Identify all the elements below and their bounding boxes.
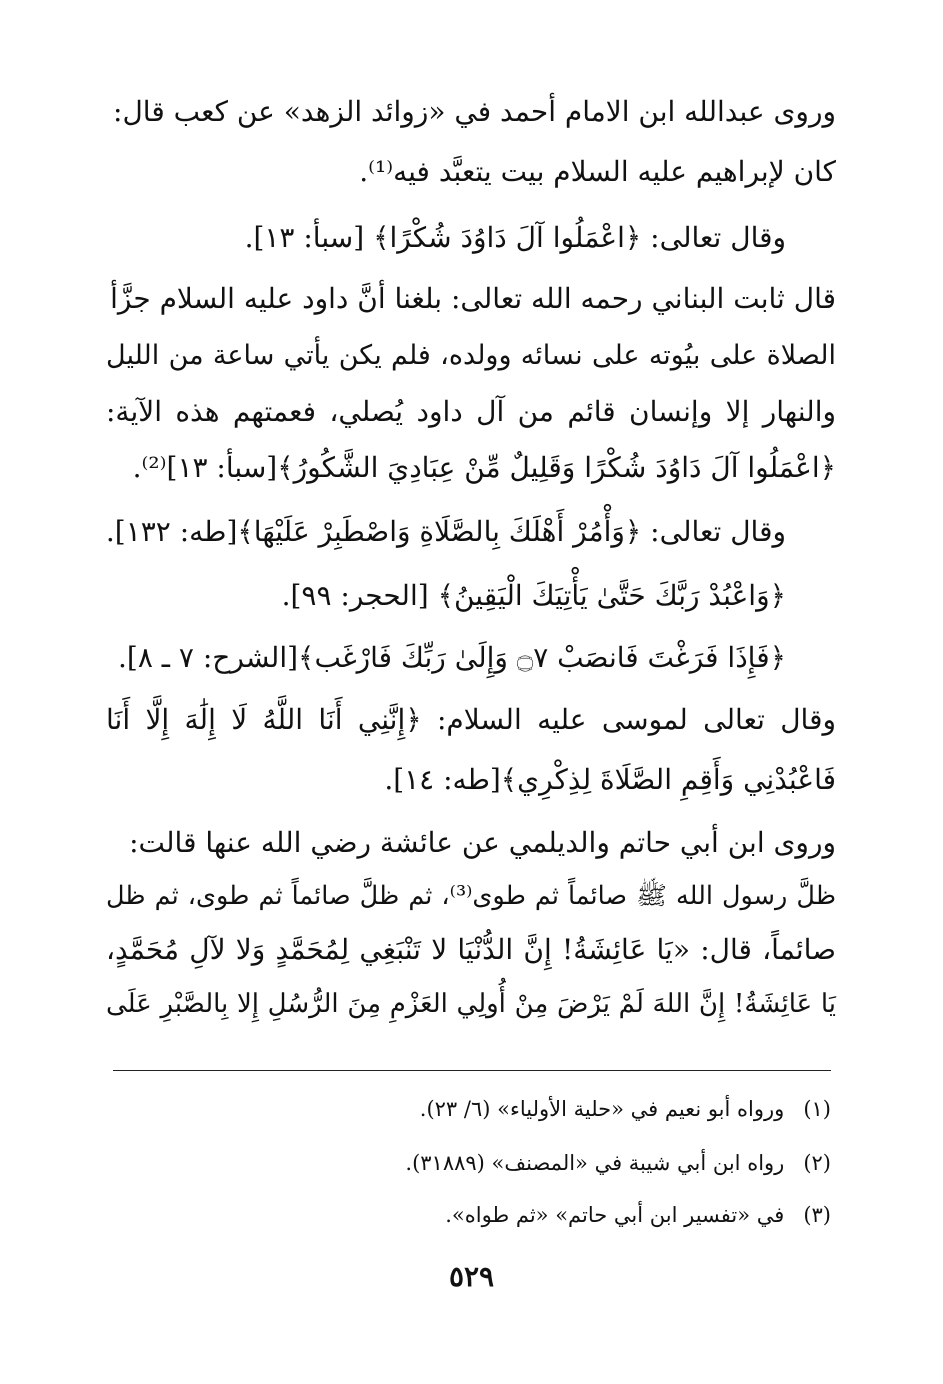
body-line-2: كان لإبراهيم عليه السلام بيت يتعبَّد فيه⁽¹⁾. bbox=[359, 155, 836, 188]
footnote-3 bbox=[113, 1200, 831, 1230]
page-number: ٥٢٩ bbox=[448, 1260, 495, 1293]
body-line-16: يَا عَائِشَةُ! إِنَّ اللهَ لَمْ يَرْضَ مِنْ أُولِي العَزْمِ مِنَ الرُّسُلِ إِلا بِالصَّبْرِ عَلَى bbox=[106, 989, 836, 1019]
footnote-2 bbox=[113, 1148, 831, 1178]
footnote-number: (٢) bbox=[803, 1151, 831, 1175]
footnote-1 bbox=[113, 1094, 831, 1124]
body-line-9: ﴿وَاعْبُدْ رَبَّكَ حَتَّىٰ يَأْتِيَكَ الْيَقِينُ﴾ [الحجر: ٩٩]. bbox=[281, 579, 786, 612]
body-line-4: قال ثابت البناني رحمه الله تعالى: بلغنا أنَّ داود عليه السلام جزَّأ bbox=[110, 282, 836, 315]
footnote-number: (٣) bbox=[803, 1203, 831, 1227]
body-line-11: وقال تعالى لموسى عليه السلام: ﴿إِنَّنِي أَنَا اللَّهُ لَا إِلَٰهَ إِلَّا أَنَا bbox=[106, 703, 836, 736]
body-line-14: ظلَّ رسول الله ﷺ صائماً ثم طوى⁽³⁾، ثم ظلَّ صائماً ثم طوى، ثم ظل bbox=[106, 881, 837, 911]
body-line-1: وروى عبدالله ابن الامام أحمد في «زوائد الزهد» عن كعب قال: bbox=[113, 95, 836, 128]
body-line-7: ﴿اعْمَلُوا آلَ دَاوُدَ شُكْرًا وَقَلِيلٌ مِّنْ عِبَادِيَ الشَّكُورُ﴾[سبأ: ١٣]⁽²⁾. bbox=[132, 451, 836, 484]
footnote-text: في «تفسير ابن أبي حاتم» «ثم طواه». bbox=[445, 1203, 785, 1227]
footnote-number: (١) bbox=[803, 1097, 831, 1121]
body-line-10: ﴿فَإِذَا فَرَغْتَ فَانصَبْ ۝٧ وَإِلَىٰ رَبِّكَ فَارْغَب﴾[الشرح: ٧ ـ ٨]. bbox=[118, 641, 786, 674]
body-line-6: والنهار إلا وإنسان قائم من آل داود يُصلي، فعمتهم هذه الآية: bbox=[106, 395, 836, 428]
footnote-text: رواه ابن أبي شيبة في «المصنف» (٣١٨٨٩). bbox=[405, 1151, 785, 1175]
footnote-divider bbox=[113, 1070, 831, 1071]
footnote-text: ورواه أبو نعيم في «حلية الأولياء» (٦/ ٢٣). bbox=[419, 1097, 785, 1121]
body-line-13: وروى ابن أبي حاتم والديلمي عن عائشة رضي الله عنها قالت: bbox=[129, 826, 836, 859]
body-line-5: الصلاة على بيُوته على نسائه وولده، فلم يكن يأتي ساعة من الليل bbox=[106, 340, 836, 371]
body-line-12: فَاعْبُدْنِي وَأَقِمِ الصَّلَاةَ لِذِكْرِي﴾[طه: ١٤]. bbox=[384, 763, 836, 796]
body-line-8: وقال تعالى: ﴿وَأْمُرْ أَهْلَكَ بِالصَّلَاةِ وَاصْطَبِرْ عَلَيْهَا﴾[طه: ١٣٢]. bbox=[105, 515, 786, 548]
body-line-3: وقال تعالى: ﴿اعْمَلُوا آلَ دَاوُدَ شُكْرًا﴾ [سبأ: ١٣]. bbox=[244, 221, 786, 254]
body-line-15: صائماً، قال: «يَا عَائِشَةُ! إِنَّ الدُّنْيَا لا تَنْبَغِي لِمُحَمَّدٍ وَلا لآلِ مُحَمَّدٍ، bbox=[106, 933, 836, 966]
